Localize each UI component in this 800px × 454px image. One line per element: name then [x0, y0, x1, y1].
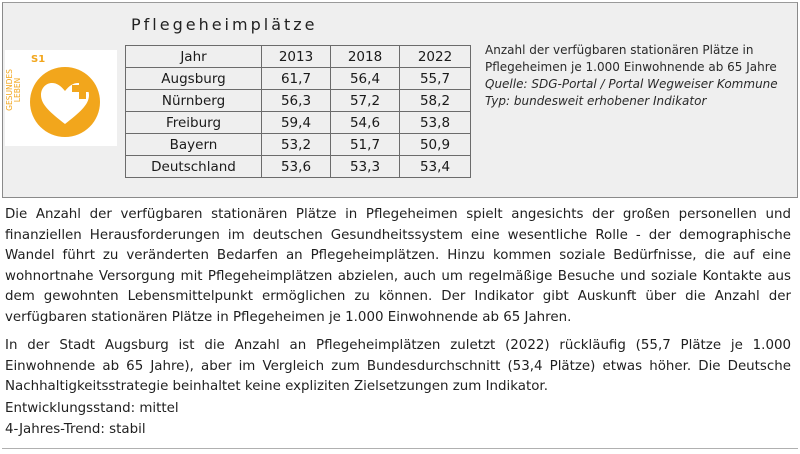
column-header: 2013 — [262, 46, 331, 68]
status-block — [5, 399, 179, 440]
table-cell: 61,7 — [262, 68, 331, 90]
description-line: Anzahl der verfügbaren stationären Plätze in — [485, 43, 754, 57]
table-row — [126, 134, 471, 156]
column-header: 2022 — [400, 46, 471, 68]
logo-line2: LEBEN — [13, 77, 22, 103]
table-row — [126, 90, 471, 112]
table-cell: 53,3 — [331, 156, 400, 178]
gesundes-leben-logo — [5, 50, 117, 146]
logo-line1: GESUNDES — [5, 69, 14, 111]
table-cell: 58,2 — [400, 90, 471, 112]
page-title: Pflegeheimplätze — [131, 15, 318, 34]
column-header: 2018 — [331, 46, 400, 68]
table-cell: 50,9 — [400, 134, 471, 156]
table-cell: 59,4 — [262, 112, 331, 134]
description-line: Pflegeheimen je 1.000 Einwohnende ab 65 Jahre — [485, 60, 777, 74]
logo-code: S1 — [31, 54, 46, 65]
table-cell: 56,4 — [331, 68, 400, 90]
table-row — [126, 112, 471, 134]
row-label: Deutschland — [126, 156, 262, 178]
table-cell: 54,6 — [331, 112, 400, 134]
table-cell: 57,2 — [331, 90, 400, 112]
heart-plus-icon — [5, 50, 117, 146]
table-cell: 56,3 — [262, 90, 331, 112]
table-cell: 53,8 — [400, 112, 471, 134]
table-row — [126, 68, 471, 90]
divider — [2, 448, 798, 449]
row-label: Nürnberg — [126, 90, 262, 112]
table-header-row — [126, 46, 471, 68]
table-row — [126, 156, 471, 178]
table-cell: 53,6 — [262, 156, 331, 178]
indicator-table — [125, 45, 471, 178]
trend-status: 4-Jahres-Trend: stabil — [5, 421, 146, 437]
row-label: Augsburg — [126, 68, 262, 90]
row-label: Freiburg — [126, 112, 262, 134]
paragraph: In der Stadt Augsburg ist die Anzahl an Pflegeheimplätzen zuletzt (2022) rückläufig (55,7 Plätze je 1.000 Einwohnende ab 65 Jahre), aber im Vergleich zum Bundesdurchschnitt (53,4 Plätze) etwas höher. Die Deutsche Nachhaltigkeitsstrategie beinhaltet keine expliziten Zielsetzungen zum Indikator. — [5, 338, 791, 394]
table-cell: 53,4 — [400, 156, 471, 178]
paragraph: Die Anzahl der verfügbaren stationären Plätze in Pflegeheimen spielt angesichts der großen personellen und finanziellen Herausforderungen im deutschen Gesundheitssystem eine wesentliche Rolle - der demographische Wandel führt zu veränderten Bedarfen an Pflegeheimplätzen. Hinzu kommen soziale Bedürfnisse, die auf eine wohnortnahe Versorgung mit Pflegeheimplätzen abzielen, auch um regelmäßige Besuche und soziale Kontakte aus dem gewohnten Lebensmittelpunkt ermöglichen zu können. Der Indikator gibt Auskunft über die Anzahl der verfügbaren stationären Plätze in Pflegeheimen je 1.000 Einwohnende ab 65 Jahren. — [5, 207, 791, 325]
column-header: Jahr — [126, 46, 262, 68]
indicator-description — [485, 42, 785, 110]
row-label: Bayern — [126, 134, 262, 156]
type-line: Typ: bundesweit erhobener Indikator — [485, 94, 707, 108]
development-status: Entwicklungsstand: mittel — [5, 401, 179, 416]
body-text — [5, 205, 791, 406]
table-cell: 55,7 — [400, 68, 471, 90]
source-line: Quelle: SDG-Portal / Portal Wegweiser Kommune — [485, 77, 778, 91]
table-cell: 53,2 — [262, 134, 331, 156]
table-cell: 51,7 — [331, 134, 400, 156]
